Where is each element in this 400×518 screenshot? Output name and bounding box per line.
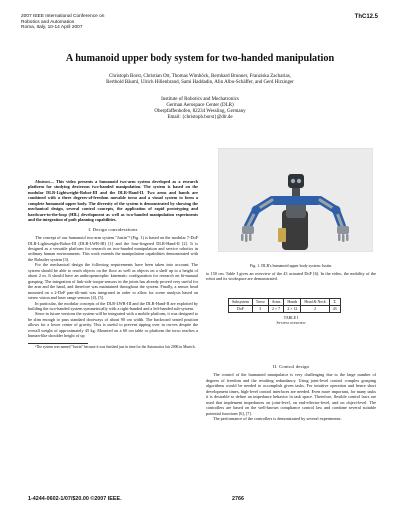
table-header-cell: Arms — [268, 299, 284, 306]
conference-line: 2007 IEEE International Conference on — [21, 14, 105, 19]
table-cell: 2 × 7 — [268, 306, 284, 313]
table-cell: 3 — [252, 306, 268, 313]
affiliation-line: Email: {christoph.borst}@dlr.de — [167, 115, 233, 120]
paragraph: The control of the humanoid manipulator is very challenging due to the large number of degrees of freedom and the resulting redundancy. Using joint-level control complex grasping algorithms would be needed to accomplish given tasks. For intuitive operation and hence short development times, high-level control interfaces are needed. Even more important, for many tasks it is desirable to define an impedance behavior in task space. Therefore, flexible control laws are used that implement impedances on joint-level, on end-effector-level, and on object-level. The controllers are based on the well-known compliance control law and combine several suitable potential functions [6], [7]. — [206, 372, 376, 416]
abstract — [28, 179, 198, 223]
table-cell: 2 × 12 — [284, 306, 301, 313]
paper-id: ThC12.5 — [354, 14, 378, 20]
page-number: 2766 — [232, 496, 244, 502]
table-caption — [206, 316, 376, 326]
table-cell: 2 — [301, 306, 329, 313]
table-row — [229, 306, 341, 313]
section-heading: I. Design considerations — [88, 226, 138, 232]
table-caption-line: TABLE I — [283, 316, 299, 320]
table-cell: DoF — [229, 306, 253, 313]
conference-line: Robotics and Automation — [21, 19, 75, 25]
system-overview-table — [228, 298, 341, 313]
paragraph: The performance of the controllers is demonstrated by several experiments: — [213, 416, 342, 422]
paragraph: For the mechanical design the following requirements have been taken into account: The system should be able to reach objects on the floor as well as objects on a shelf up to a height of about 2 m. It should have an anthropomorphic kinematic configuration for research on bi-manual grasping. The integration of link-side torque sensors in the joints has already proved very useful for the arm and the hand, and therefore was maintained throughout the system. Finally, a sensor head mounted on a 2-DoF pan-tilt-unit was integrated in order to allow for scene analysis based on stereo vision and laser range sensors [4], [5]. — [28, 262, 198, 301]
paragraph: The concept of our humanoid two-arm system "Justin"¹ (Fig. 1) is based on the modular 7-DoF DLR-Lightweight-Robot-III (DLR-LWR-III) [1] and the four-fingered DLR-Hand-II [2]. It is designed as a versatile platform for research on two-handed manipulation and service robotics in ordinary human environments. This work extends the manipulation capabilities demonstrated with the Robutler system [3]. — [28, 235, 198, 262]
copyright-footer: 1-4244-0602-1/07/$20.00 ©2007 IEEE. — [28, 496, 122, 502]
table-caption-line: System overview — [276, 321, 306, 325]
table-header-cell: Subsystem — [229, 299, 253, 306]
paragraph: Since in future versions the system will be integrated with a mobile platform, it was designed to be slim enough to pass standard doorways of about 90 cm width. The backward seated position allows for a lower center of gravity. This is useful to prevent tipping over in curves despite the overall weight of approximately 45 kg. Mounted on a 60 cm table or platform the torso reaches a human-like shoulder height of up — [28, 311, 199, 339]
footnote-rule — [28, 343, 88, 344]
footnote: ¹The system was named "Justin" because it was finished just in time for the Automatica fair 2006 in Munich. — [35, 344, 196, 349]
section-heading: II. Control design — [272, 364, 310, 369]
author-line: Christoph Borst, Christian Ott, Thomas Wimböck, Bernhard Brunner, Franziska Zacharias, — [109, 74, 291, 79]
paper-title: A humanoid upper body system for two-handed manipulation — [65, 53, 335, 64]
right-column-section — [206, 360, 376, 422]
left-column — [28, 179, 198, 349]
affiliation-line: Institute of Robotics and Mechatronics — [161, 97, 239, 102]
author-line: Berthold Bäuml, Ulrich Hillenbrand, Sami Haddadin, Alin Albu-Schäffer, and Gerd Hirzinger — [106, 80, 294, 85]
paragraph: to 150 cm. Table I gives an overview of the 43 actuated DoF [6]. In the video, the mobility of the robot and its workspace are demonstrated. — [206, 271, 376, 282]
conference-info — [21, 14, 104, 31]
figure-caption: Fig. 1. DLR's humanoid upper body system: Justin. — [249, 263, 333, 268]
table-header-cell: Hands — [284, 299, 301, 306]
table-row — [229, 299, 341, 306]
conference-line: Roma, Italy, 10-14 April 2007 — [21, 25, 83, 31]
paragraph: In particular, the modular concepts of the DLR-LWR-III and the DLR-Hand-II are exploited by building the two-handed system symmetrically with a right-handed and a left-handed sub-system. — [28, 300, 198, 311]
table-cell: 43 — [329, 306, 340, 313]
table-header-cell: Σ — [329, 299, 340, 306]
affiliation-line: Oberpfaffenhofen, 82234 Wessling, Germany — [154, 109, 246, 114]
robot-illustration — [218, 148, 373, 252]
table-header-cell: Torso — [252, 299, 268, 306]
table-header-cell: Head & Neck — [301, 299, 329, 306]
abstract-text: — This video presents a humanoid two-arm system developed as a research platform for studying dexterous two-handed manipulation. The system is based on the modular DLR-Lightweight-Robot-III and the DLR-Hand-II. Two arms and hands are combined with a three degrees-of-freedom movable torso and a visual system to form a complete humanoid upper body. The diversity of the system is demonstrated by showing the mechanical design, several control concepts, the application of rapid prototyping and hardware-in-the-loop (HIL) development as well as two-handed manipulation experiments and the integration of path planning capabilities. — [28, 179, 198, 223]
abstract-label: Abstract — [35, 179, 50, 184]
figure-robot-image — [218, 148, 373, 252]
affiliation-line: German Aerospace Center (DLR) — [166, 103, 234, 108]
